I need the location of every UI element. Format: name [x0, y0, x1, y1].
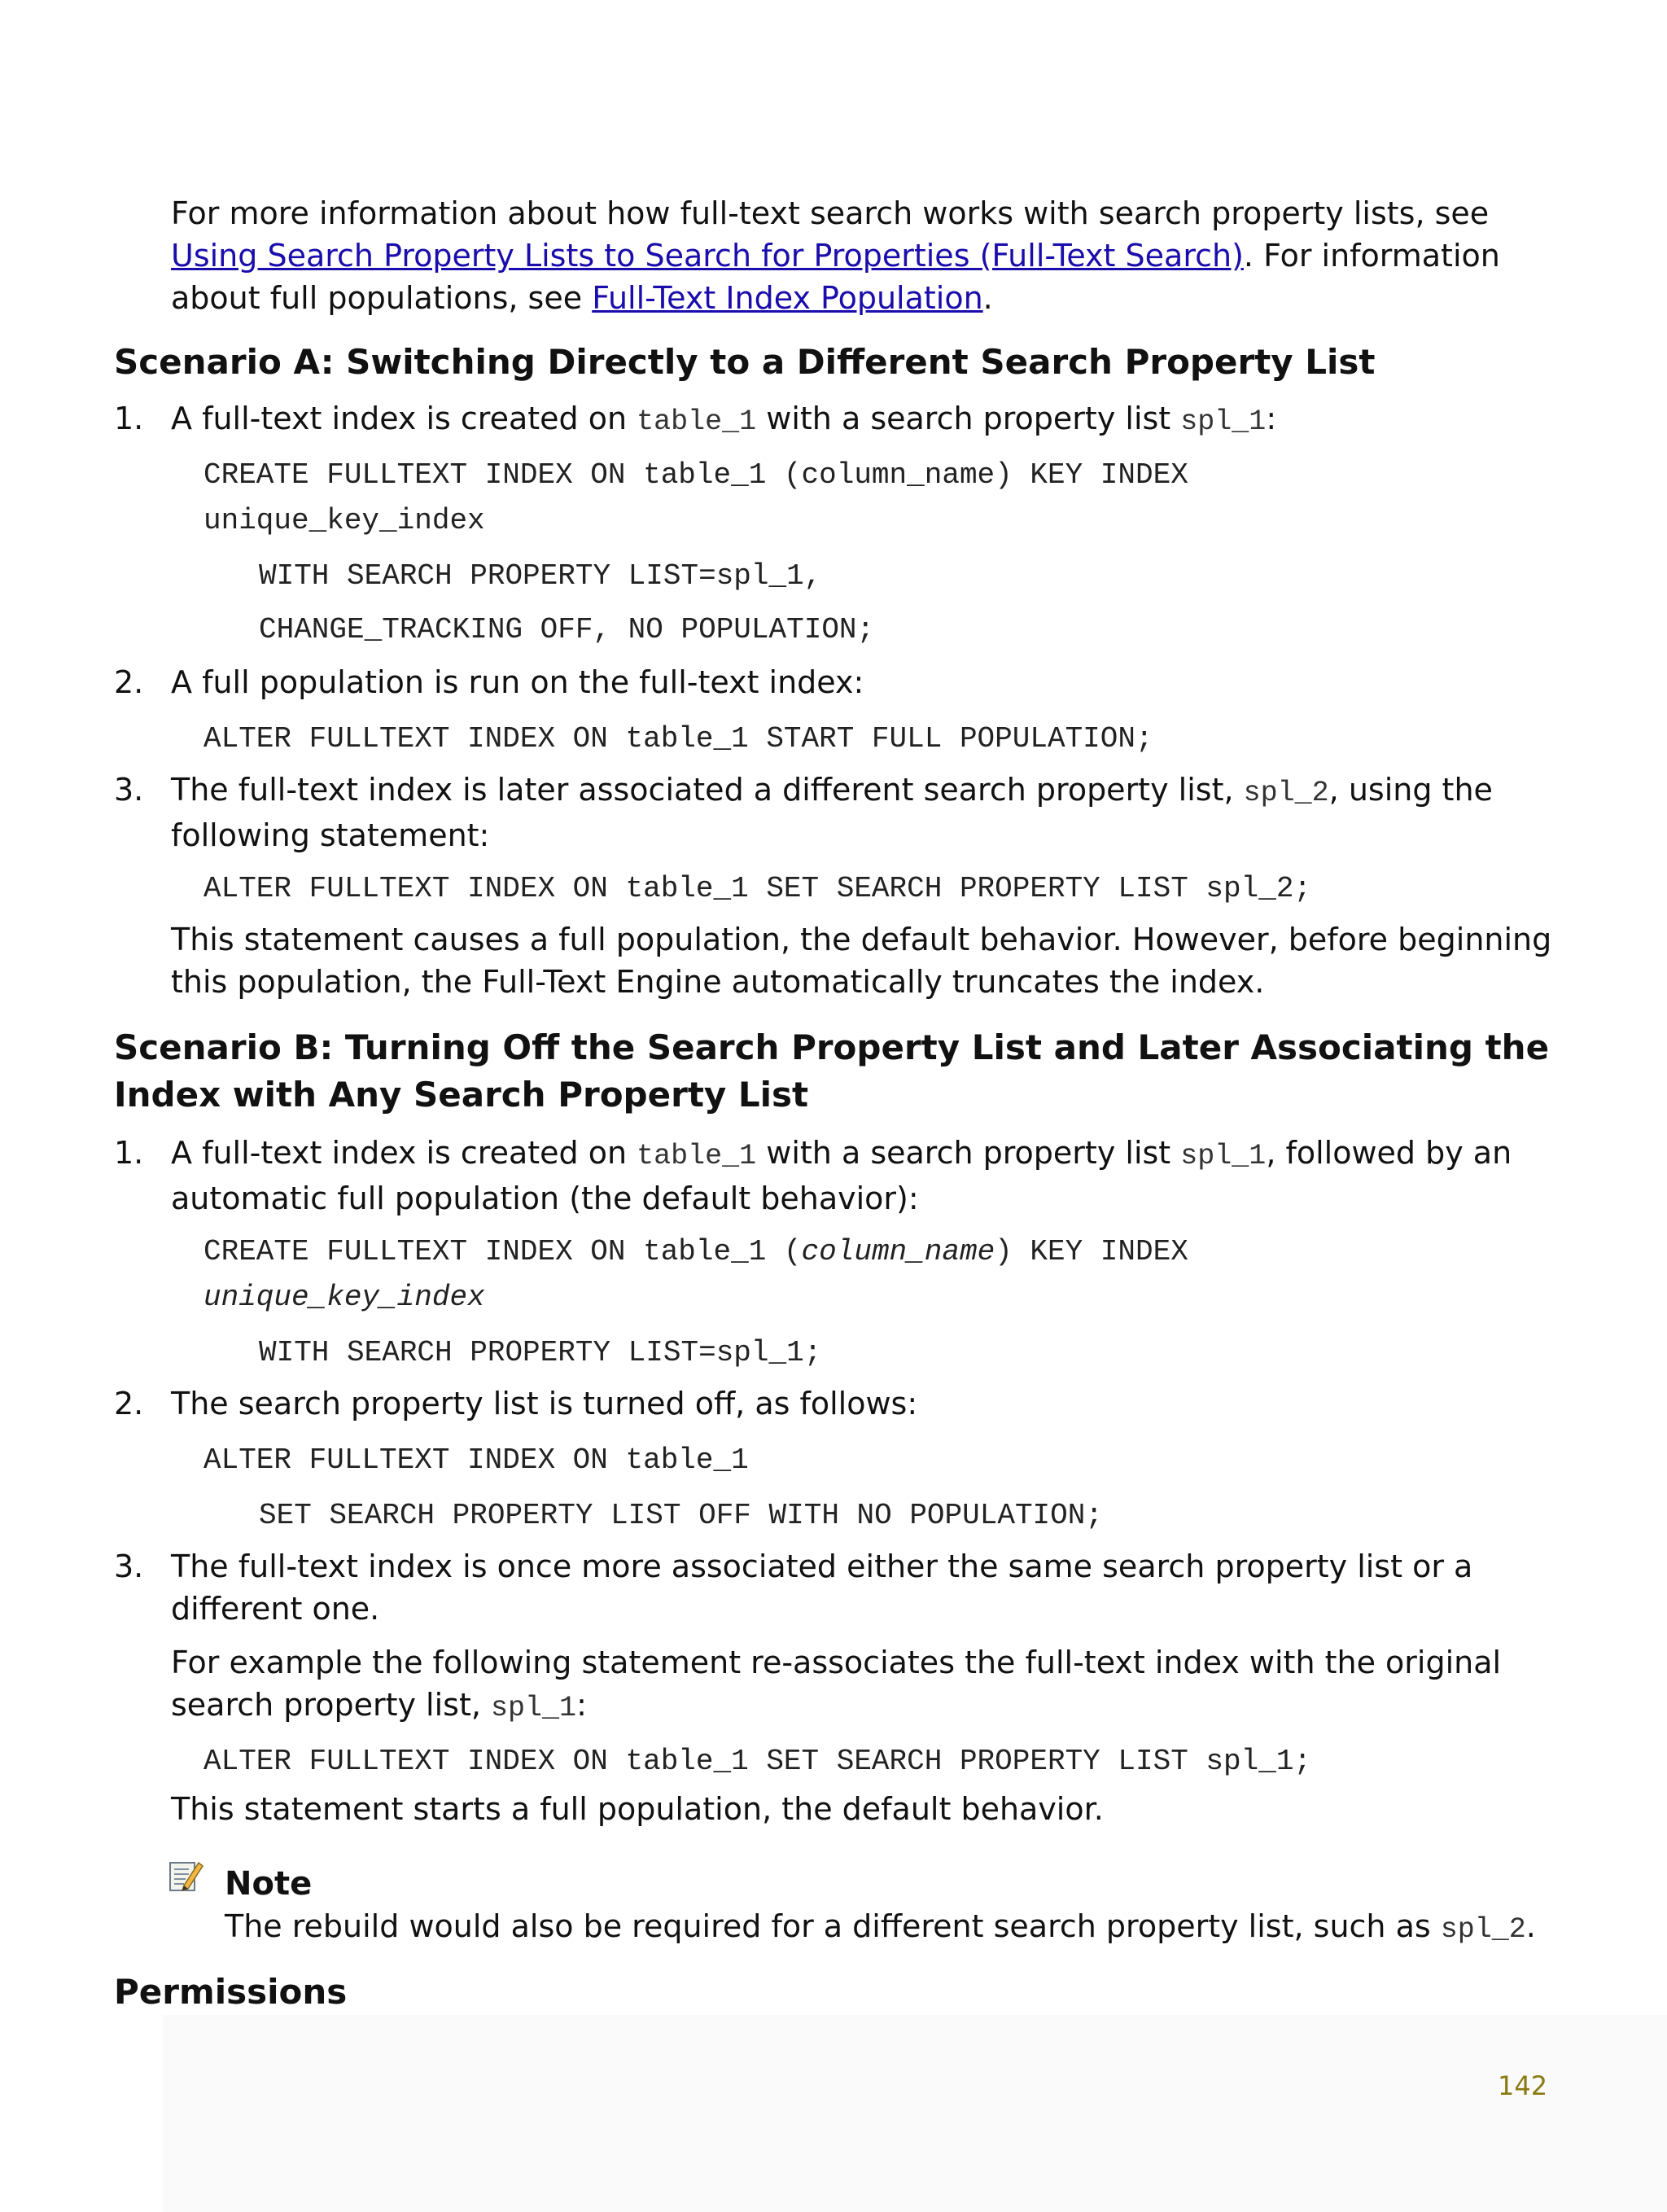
code-line: WITH SEARCH PROPERTY LIST=spl_1;: [259, 1336, 822, 1369]
inline-code: spl_2: [1440, 1913, 1526, 1946]
permissions-heading: Permissions: [114, 1972, 348, 2012]
code-line: ALTER FULLTEXT INDEX ON table_1 START FULL POPULATION;: [203, 722, 1153, 756]
step-number: 2.: [114, 664, 144, 700]
full-text-index-population-link[interactable]: Full-Text Index Population: [592, 280, 983, 316]
search-property-lists-link[interactable]: Using Search Property Lists to Search for Properties (Full-Text Search): [171, 238, 1244, 274]
step-text: A full-text index is created on table_1 with a search property list spl_1, followed by an automatic full population (the default behavior):: [171, 1135, 1512, 1216]
note-title: Note: [225, 1865, 313, 1903]
intro-paragraph: [171, 192, 1571, 319]
code-line: CHANGE_TRACKING OFF, NO POPULATION;: [259, 613, 875, 646]
code-line: SET SEARCH PROPERTY LIST OFF WITH NO POPULATION;: [259, 1499, 1103, 1532]
code-line: CREATE FULLTEXT INDEX ON table_1 (column_name) KEY INDEX: [203, 1235, 1188, 1268]
scenario-b-heading: Scenario B: Turning Off the Search Property List and Later Associating the Index with Any Search Property List: [114, 1027, 1550, 1115]
step-number: 1.: [114, 401, 144, 436]
code-line: CREATE FULLTEXT INDEX ON table_1 (column_name) KEY INDEX: [203, 458, 1188, 492]
inline-code: spl_2: [1243, 777, 1329, 809]
step-text: A full population is run on the full-text index:: [171, 664, 864, 700]
step-text: A full-text index is created on table_1 with a search property list spl_1:: [171, 401, 1277, 438]
code-line: [203, 1280, 485, 1316]
step-number: 3.: [114, 772, 144, 808]
scenario-b-after-text: This statement starts a full population, the default behavior.: [171, 1791, 1104, 1827]
step-text: The full-text index is once more associated either the same search property list or a different one.: [171, 1548, 1473, 1627]
scenario-a-after-text: This statement causes a full population, the default behavior. However, before beginning this population, the Full-Text Engine automatically truncates the index.: [171, 922, 1552, 1000]
note-icon: [168, 1858, 203, 1894]
step-text: The full-text index is later associated a different search property list, spl_2, using the following statement:: [171, 772, 1493, 853]
code-line: unique_key_index: [203, 504, 485, 537]
note-body: The rebuild would also be required for a different search property list, such as spl_2.: [225, 1908, 1536, 1946]
inline-code: table_1: [637, 405, 757, 438]
intro-text: For more information about how full-text search works with search property lists, see: [171, 195, 1490, 231]
code-line: WITH SEARCH PROPERTY LIST=spl_1,: [259, 559, 822, 593]
scenario-b-example-text: For example the following statement re-associates the full-text index with the original search property list, spl_1:: [171, 1645, 1502, 1724]
inline-code: spl_1: [491, 1692, 577, 1724]
code-line: ALTER FULLTEXT INDEX ON table_1 SET SEARCH PROPERTY LIST spl_1;: [203, 1745, 1312, 1778]
step-number: 2.: [114, 1386, 144, 1421]
code-line: ALTER FULLTEXT INDEX ON table_1: [203, 1443, 749, 1477]
code-line: ALTER FULLTEXT INDEX ON table_1 SET SEARCH PROPERTY LIST spl_2;: [203, 872, 1312, 905]
intro-text-2: . For information about full populations, see: [171, 238, 1500, 316]
step-text: The search property list is turned off, as follows:: [171, 1386, 918, 1421]
step-number: 1.: [114, 1135, 144, 1171]
inline-code: table_1: [637, 1140, 757, 1172]
placeholder-code: column_name: [801, 1235, 995, 1268]
placeholder-code: unique_key_index: [203, 1281, 485, 1314]
scenario-a-heading: Scenario A: Switching Directly to a Different Search Property List: [114, 342, 1376, 382]
inline-code: spl_1: [1180, 1140, 1267, 1172]
step-number: 3.: [114, 1548, 144, 1584]
inline-code: spl_1: [1180, 405, 1267, 438]
intro-text-3: .: [982, 280, 993, 316]
page-number: 142: [1498, 2070, 1548, 2101]
